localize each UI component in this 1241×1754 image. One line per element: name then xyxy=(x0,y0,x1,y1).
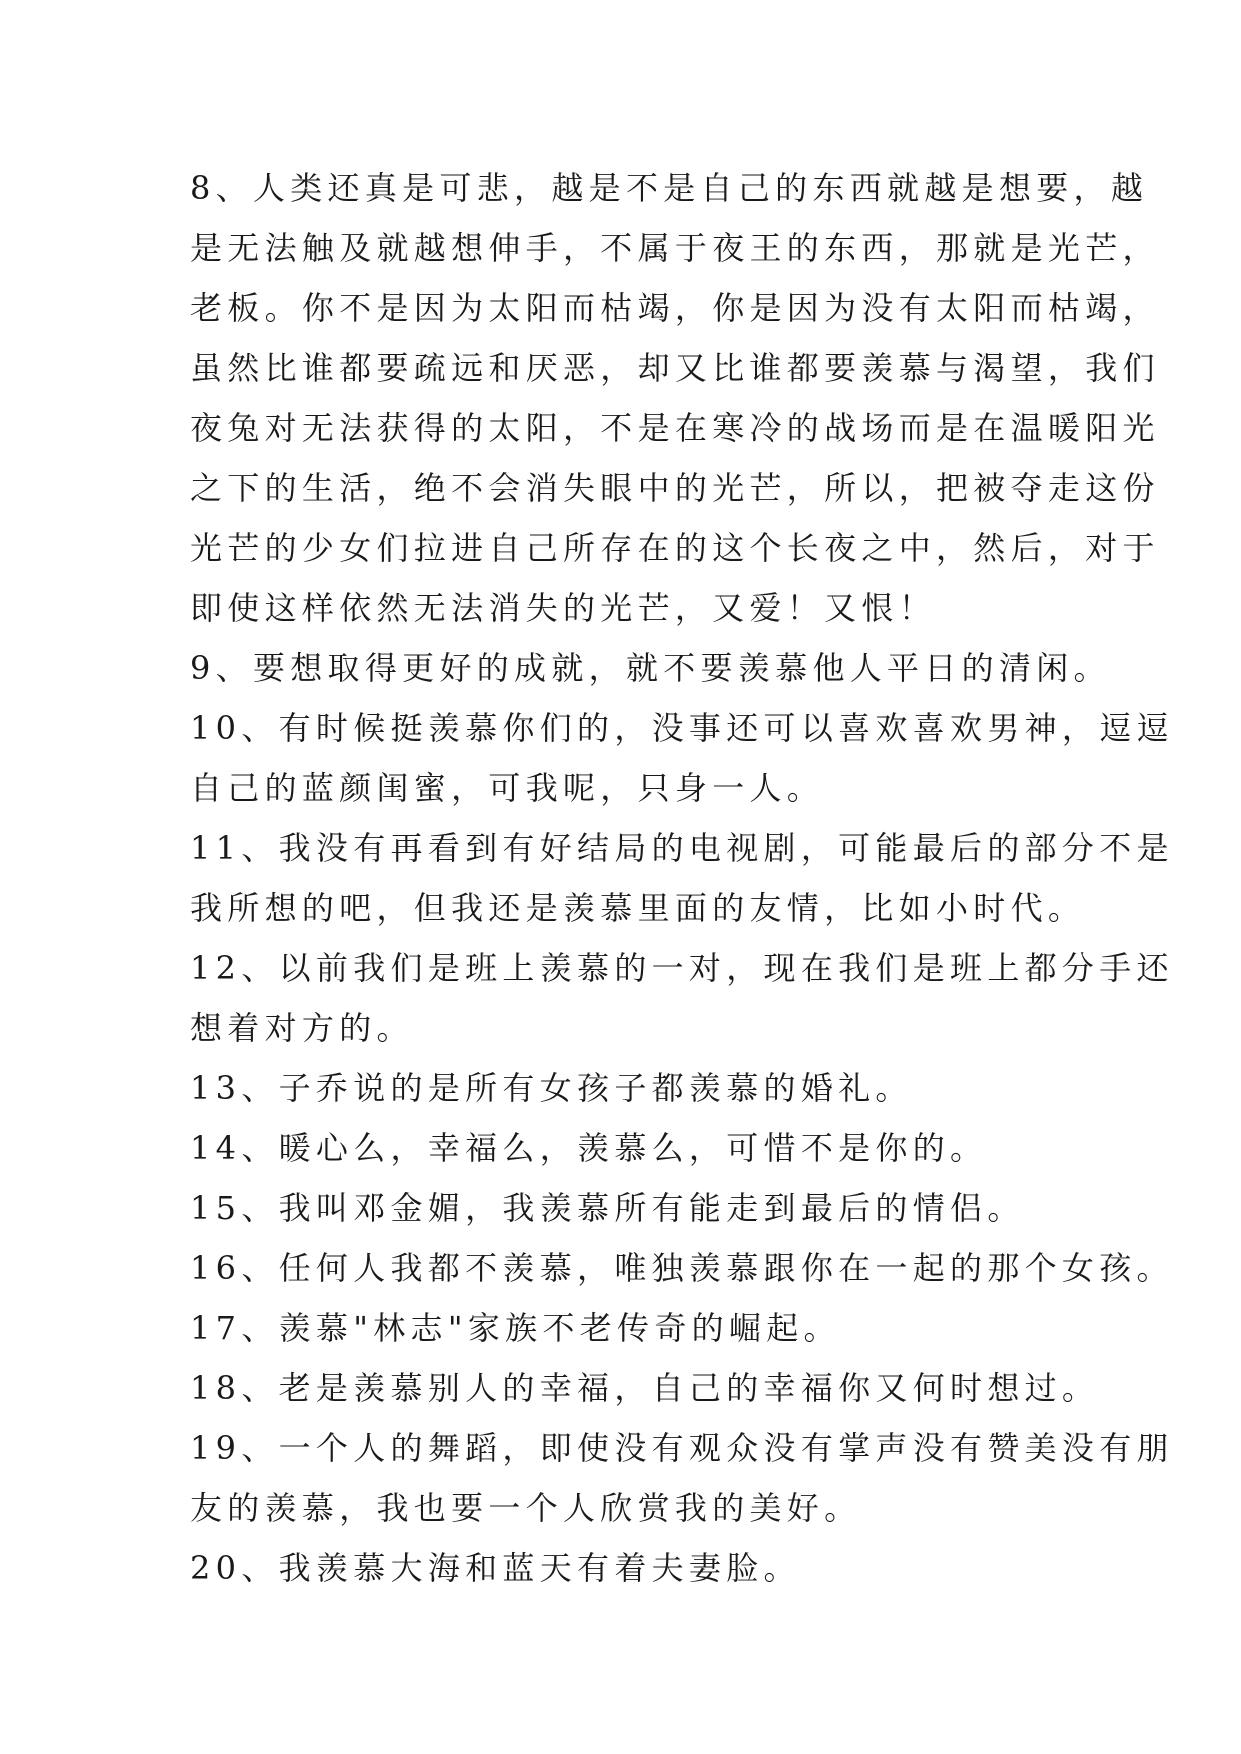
text-line: 自己的蓝颜闺蜜，可我呢，只身一人。 xyxy=(190,769,825,807)
text-line: 15、我叫邓金媚，我羡慕所有能走到最后的情侣。 xyxy=(190,1189,1025,1227)
text-line: 11、我没有再看到有好结局的电视剧，可能最后的部分不是 xyxy=(190,829,1174,867)
text-line: 20、我羡慕大海和蓝天有着夫妻脸。 xyxy=(190,1549,801,1587)
list-item-12 xyxy=(190,938,1174,1058)
list-item-8 xyxy=(190,158,1160,638)
document-body xyxy=(190,158,1174,1598)
list-item-13 xyxy=(190,1058,1070,1118)
text-line: 是无法触及就越想伸手，不属于夜王的东西，那就是光芒， xyxy=(190,229,1160,267)
text-line: 友的羡慕，我也要一个人欣赏我的美好。 xyxy=(190,1489,862,1527)
list-item-19 xyxy=(190,1418,1174,1538)
text-line: 即使这样依然无法消失的光芒，又爱！又恨！ xyxy=(190,589,937,627)
list-item-20 xyxy=(190,1538,1070,1598)
text-line: 12、以前我们是班上羡慕的一对，现在我们是班上都分手还 xyxy=(190,949,1174,987)
list-item-14 xyxy=(190,1118,1070,1178)
text-line: 19、一个人的舞蹈，即使没有观众没有掌声没有赞美没有朋 xyxy=(190,1429,1174,1467)
text-line: 想着对方的。 xyxy=(190,1009,414,1047)
text-line: 17、羡慕"林志"家族不老传奇的崛起。 xyxy=(190,1309,841,1347)
text-line: 18、老是羡慕别人的幸福，自己的幸福你又何时想过。 xyxy=(190,1369,1100,1407)
text-line: 16、任何人我都不羡慕，唯独羡慕跟你在一起的那个女孩。 xyxy=(190,1249,1174,1287)
text-line: 8、人类还真是可悲，越是不是自己的东西就越是想要，越 xyxy=(190,169,1149,207)
text-line: 夜兔对无法获得的太阳，不是在寒冷的战场而是在温暖阳光 xyxy=(190,409,1160,447)
text-line: 14、暖心么，幸福么，羡慕么，可惜不是你的。 xyxy=(190,1129,988,1167)
text-line: 我所想的吧，但我还是羡慕里面的友情，比如小时代。 xyxy=(190,889,1086,927)
list-item-15 xyxy=(190,1178,1070,1238)
list-item-16 xyxy=(190,1238,1174,1298)
text-line: 9、要想取得更好的成就，就不要羡慕他人平日的清闲。 xyxy=(190,649,1111,687)
text-line: 光芒的少女们拉进自己所存在的这个长夜之中，然后，对于 xyxy=(190,529,1160,567)
text-line: 13、子乔说的是所有女孩子都羡慕的婚礼。 xyxy=(190,1069,913,1107)
list-item-10 xyxy=(190,698,1174,818)
list-item-18 xyxy=(190,1358,1100,1418)
list-item-11 xyxy=(190,818,1174,938)
list-item-9 xyxy=(190,638,1111,698)
text-line: 10、有时候挺羡慕你们的，没事还可以喜欢喜欢男神，逗逗 xyxy=(190,709,1174,747)
text-line: 老板。你不是因为太阳而枯竭，你是因为没有太阳而枯竭， xyxy=(190,289,1160,327)
text-line: 之下的生活，绝不会消失眼中的光芒，所以，把被夺走这份 xyxy=(190,469,1160,507)
text-line: 虽然比谁都要疏远和厌恶，却又比谁都要羡慕与渴望，我们 xyxy=(190,349,1160,387)
list-item-17 xyxy=(190,1298,1070,1358)
